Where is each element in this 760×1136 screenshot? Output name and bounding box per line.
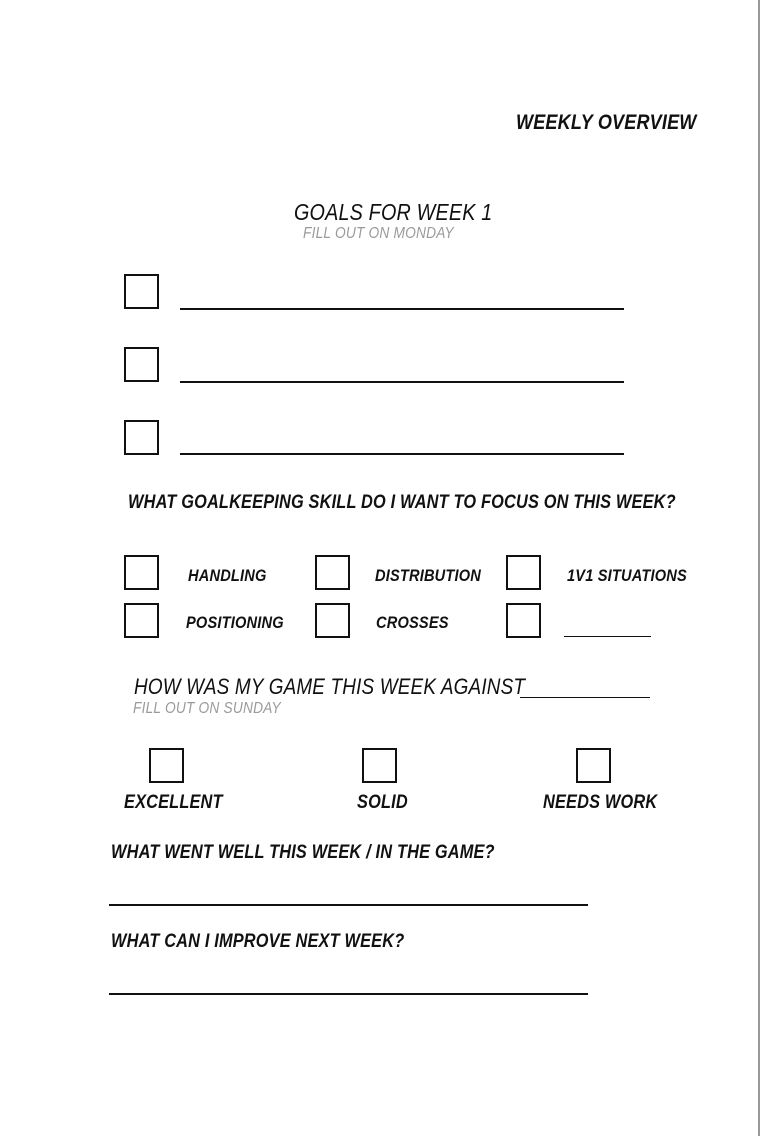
page-header-title: WEEKLY OVERVIEW [516,111,697,134]
skill-handling-checkbox[interactable] [124,555,159,590]
game-subtitle: FILL OUT ON SUNDAY [133,700,281,717]
went-well-question: WHAT WENT WELL THIS WEEK / IN THE GAME? [111,842,495,863]
skill-positioning-label: POSITIONING [186,613,284,632]
rating-needs-work-label: NEEDS WORK [543,792,658,813]
skill-1v1-label: 1V1 SITUATIONS [567,566,687,585]
skill-handling-label: HANDLING [188,566,267,585]
goals-subtitle: FILL OUT ON MONDAY [303,225,454,242]
goal-3-checkbox[interactable] [124,420,159,455]
goal-3-line[interactable] [180,453,624,455]
rating-needs-work-checkbox[interactable] [576,748,611,783]
went-well-line[interactable] [109,904,588,906]
rating-solid-checkbox[interactable] [362,748,397,783]
skill-crosses-checkbox[interactable] [315,603,350,638]
goal-2-line[interactable] [180,381,624,383]
improve-question: WHAT CAN I IMPROVE NEXT WEEK? [111,931,405,952]
improve-line[interactable] [109,993,588,995]
goal-1-line[interactable] [180,308,624,310]
game-opponent-line[interactable] [520,697,650,698]
goal-1-checkbox[interactable] [124,274,159,309]
game-question: HOW WAS MY GAME THIS WEEK AGAINST [134,674,526,699]
goal-2-checkbox[interactable] [124,347,159,382]
skill-positioning-checkbox[interactable] [124,603,159,638]
skill-1v1-checkbox[interactable] [506,555,541,590]
goals-title: GOALS FOR WEEK 1 [294,199,493,225]
skill-distribution-checkbox[interactable] [315,555,350,590]
rating-solid-label: SOLID [357,792,408,813]
skill-distribution-label: DISTRIBUTION [375,566,482,585]
skill-other-checkbox[interactable] [506,603,541,638]
skills-question: WHAT GOALKEEPING SKILL DO I WANT TO FOCUS ON THIS WEEK? [128,492,676,513]
skill-other-line[interactable] [564,636,651,637]
skill-crosses-label: CROSSES [376,613,449,632]
rating-excellent-label: EXCELLENT [124,792,223,813]
rating-excellent-checkbox[interactable] [149,748,184,783]
